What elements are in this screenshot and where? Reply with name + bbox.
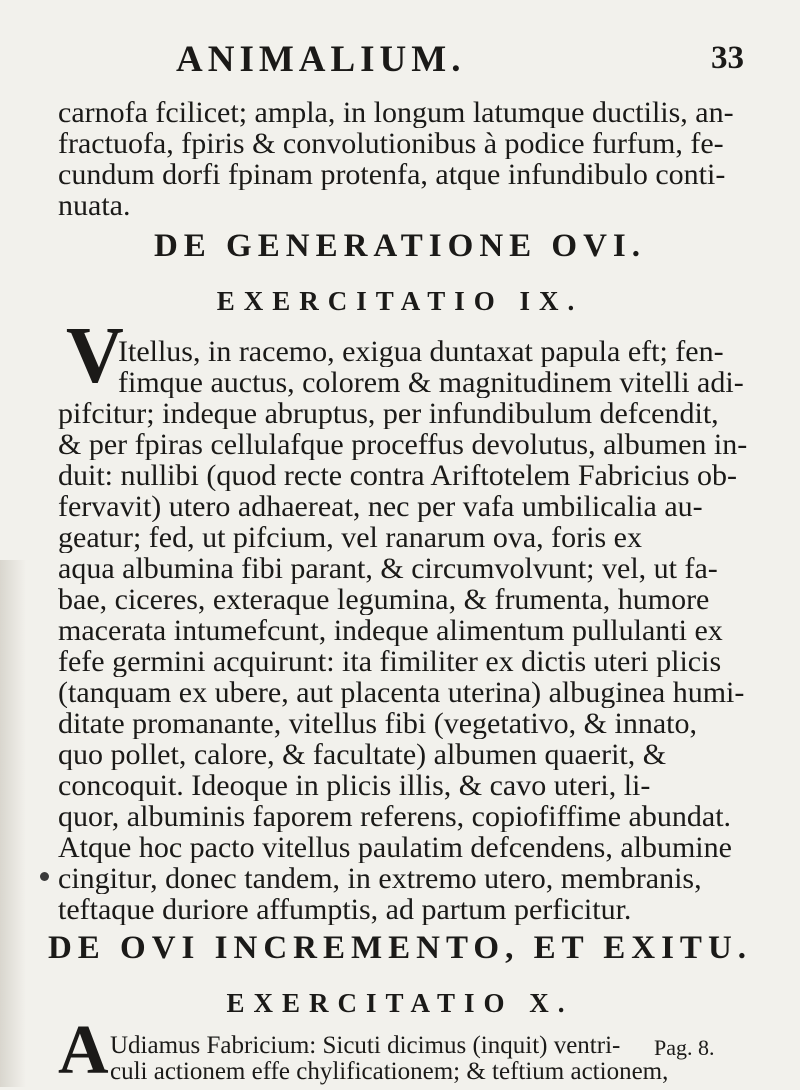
section-heading: DE OVI INCREMENTO, ET EXITU. bbox=[47, 930, 753, 966]
paragraph-line: duit: nullibi (quod recte contra Ariftotelem Fabricius ob- bbox=[58, 459, 737, 491]
paragraph-line: Udiamus Fabricium: Sicuti dicimus (inquit) ventri- bbox=[110, 1032, 621, 1059]
paragraph-line: fefe germini acquirunt: ita fimiliter ex dictis uteri plicis bbox=[58, 645, 722, 677]
page-header bbox=[0, 38, 800, 82]
margin-bullet bbox=[40, 872, 49, 881]
section-subheading: EXERCITATIO IX. bbox=[216, 286, 584, 316]
paragraph-line: ditate promanante, vitellus fibi (vegetativo, & innato, bbox=[58, 707, 697, 739]
section-subheading: EXERCITATIO X. bbox=[226, 988, 574, 1018]
intro-line: cundum dorfi fpinam protenfa, atque infundibulo conti- bbox=[58, 158, 726, 190]
paragraph-line: (tanquam ex ubere, aut placenta uterina) albuginea humi- bbox=[58, 676, 745, 708]
paragraph-line: macerata intumefcunt, indeque alimentum pullulanti ex bbox=[58, 614, 723, 646]
paragraph-line: cingitur, donec tandem, in extremo utero, membranis, bbox=[58, 862, 702, 894]
page-edge-shadow bbox=[0, 560, 26, 1087]
paragraph-line: Itellus, in racemo, exigua duntaxat papula eft; fen- bbox=[118, 335, 724, 367]
paragraph-line: culi actionem effe chylificationem; & teftium actionem, bbox=[110, 1058, 669, 1085]
paragraph-line: & per fpiras cellulafque proceffus devolutus, albumen in- bbox=[58, 428, 748, 460]
intro-line: fractuofa, fpiris & convolutionibus à podice furfum, fe- bbox=[58, 127, 724, 159]
paragraph-line: pifcitur; indeque abruptus, per infundibulum defcendit, bbox=[58, 397, 719, 429]
paragraph-line: quor, albuminis faporem referens, copiofiffime abundat. bbox=[58, 800, 732, 832]
running-title: ANIMALIUM. bbox=[176, 39, 466, 80]
paragraph-line: fimque auctus, colorem & magnitudinem vitelli adi- bbox=[118, 366, 744, 398]
paragraph-line: bae, ciceres, exteraque legumina, & frumenta, humore bbox=[58, 583, 710, 615]
paragraph-line: Atque hoc pacto vitellus paulatim defcendens, albumine bbox=[58, 831, 732, 863]
paragraph-line: aqua albumina fibi parant, & circumvolvunt; vel, ut fa- bbox=[58, 552, 718, 584]
drop-capital: V bbox=[66, 312, 124, 400]
margin-note: Pag. 8. bbox=[654, 1035, 715, 1060]
paragraph-line: teftaque duriore affumptis, ad partum perficitur. bbox=[58, 893, 632, 925]
drop-capital: A bbox=[58, 1012, 109, 1089]
paragraph-line: fervavit) utero adhaereat, nec per vafa umbilicalia au- bbox=[58, 490, 703, 522]
intro-line: carnofa fcilicet; ampla, in longum latumque ductilis, an- bbox=[58, 96, 734, 128]
section-heading: DE GENERATIONE OVI. bbox=[153, 228, 647, 264]
intro-line: nuata. bbox=[58, 189, 131, 221]
paragraph-line: geatur; fed, ut pifcium, vel ranarum ova, foris ex bbox=[58, 521, 642, 553]
paragraph-line: quo pollet, calore, & facultate) albumen quaerit, & bbox=[58, 738, 667, 770]
paragraph-line: concoquit. Ideoque in plicis illis, & cavo uteri, li- bbox=[58, 769, 651, 801]
page-number: 33 bbox=[711, 40, 744, 76]
